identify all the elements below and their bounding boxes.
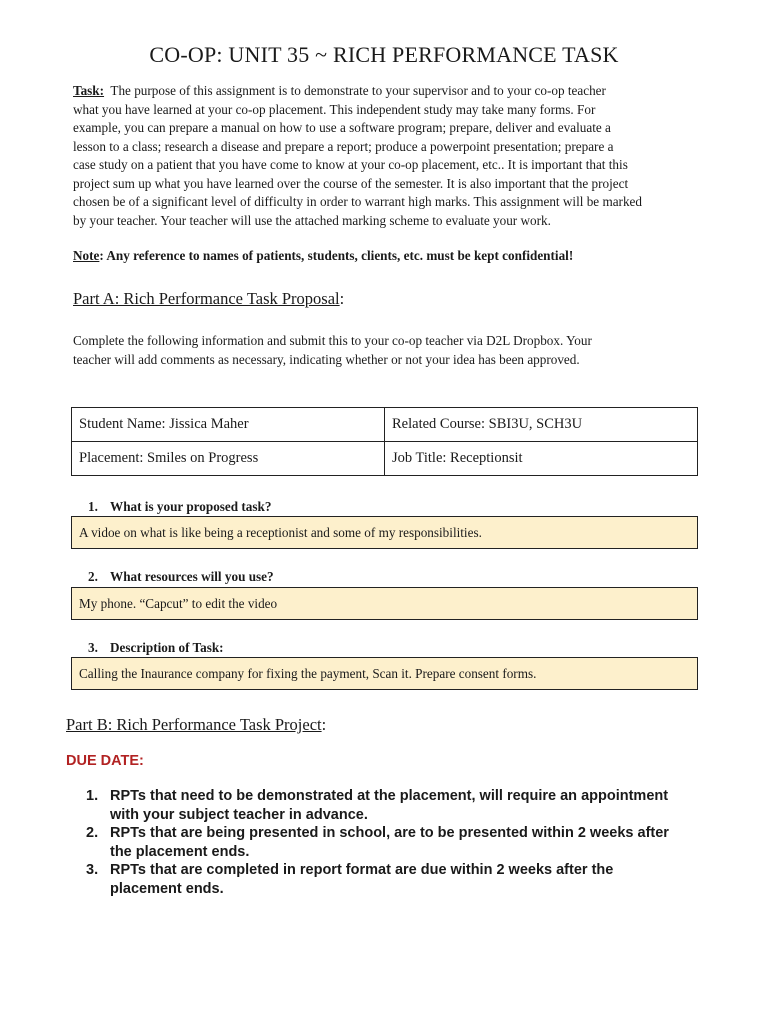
task-line: Task: The purpose of this assignment is to demonstrate to your supervisor and to your co-op teacher (73, 83, 606, 98)
task-line: example, you can prepare a manual on how to use a software program; prepare, deliver and evaluate a (73, 120, 611, 135)
list-item: 2. RPTs that are being presented in school, are to be presented within 2 weeks after the placement ends. (86, 825, 669, 860)
task-line: project sum up what you have learned over the course of the semester. It is also important that the project (73, 175, 629, 191)
task-line: chosen be of a significant level of difficulty in order to warrant high marks. This assignment will be marked (73, 194, 642, 209)
instruction-line: teacher will add comments as necessary, indicating whether or not your idea has been approved. (73, 351, 580, 367)
due-date-label: DUE DATE: (66, 753, 144, 769)
question-1: 1. What is your proposed task? (88, 499, 272, 514)
related-course-cell[interactable]: Related Course: SBI3U, SCH3U (385, 408, 698, 442)
confidentiality-note (73, 247, 713, 266)
list-item: 3. RPTs that are completed in report format are due within 2 weeks after the placement ends. (86, 862, 614, 897)
student-name-cell[interactable]: Student Name: Jissica Maher (72, 408, 385, 442)
question-2: 2. What resources will you use? (88, 569, 274, 584)
page-title: CO-OP: UNIT 35 ~ RICH PERFORMANCE TASK (149, 42, 619, 67)
job-title-cell[interactable]: Job Title: Receptionsit (385, 442, 698, 476)
task-line: lesson to a class; research a disease and prepare a report; produce a powerpoint presentation; prepare a (73, 138, 614, 154)
list-item: 1. RPTs that need to be demonstrated at the placement, will require an appointment with your subject teacher in advance. (86, 788, 669, 823)
placement-cell[interactable]: Placement: Smiles on Progress (72, 442, 385, 476)
note-text: : Any reference to names of patients, students, clients, etc. must be kept confidential! (99, 248, 574, 263)
note-label: Note (73, 248, 100, 263)
answer-2-field[interactable]: My phone. “Capcut” to edit the video (71, 587, 698, 620)
part-a-heading: Part A: Rich Performance Task Proposal: (73, 289, 345, 308)
part-a-instructions (73, 332, 713, 369)
task-line: by your teacher. Your teacher will use the attached marking scheme to evaluate your work. (73, 212, 551, 228)
task-paragraph (73, 82, 713, 230)
instruction-line: Complete the following information and submit this to your co-op teacher via D2L Dropbox. Your (73, 333, 592, 348)
task-line: what you have learned at your co-op placement. This independent study may take many forms. For (73, 101, 596, 117)
answer-3-field[interactable]: Calling the Inaurance company for fixing the payment, Scan it. Prepare consent forms. (71, 657, 698, 690)
task-label: Task: (73, 83, 105, 98)
student-info-table (71, 407, 698, 476)
task-line: case study on a patient that you have come to know at your co-op placement, etc.. It is important that this (73, 157, 628, 172)
part-b-heading: Part B: Rich Performance Task Project: (66, 715, 327, 734)
answer-1-field[interactable]: A vidoe on what is like being a receptionist and some of my responsibilities. (71, 516, 698, 549)
question-3: 3. Description of Task: (88, 640, 224, 655)
